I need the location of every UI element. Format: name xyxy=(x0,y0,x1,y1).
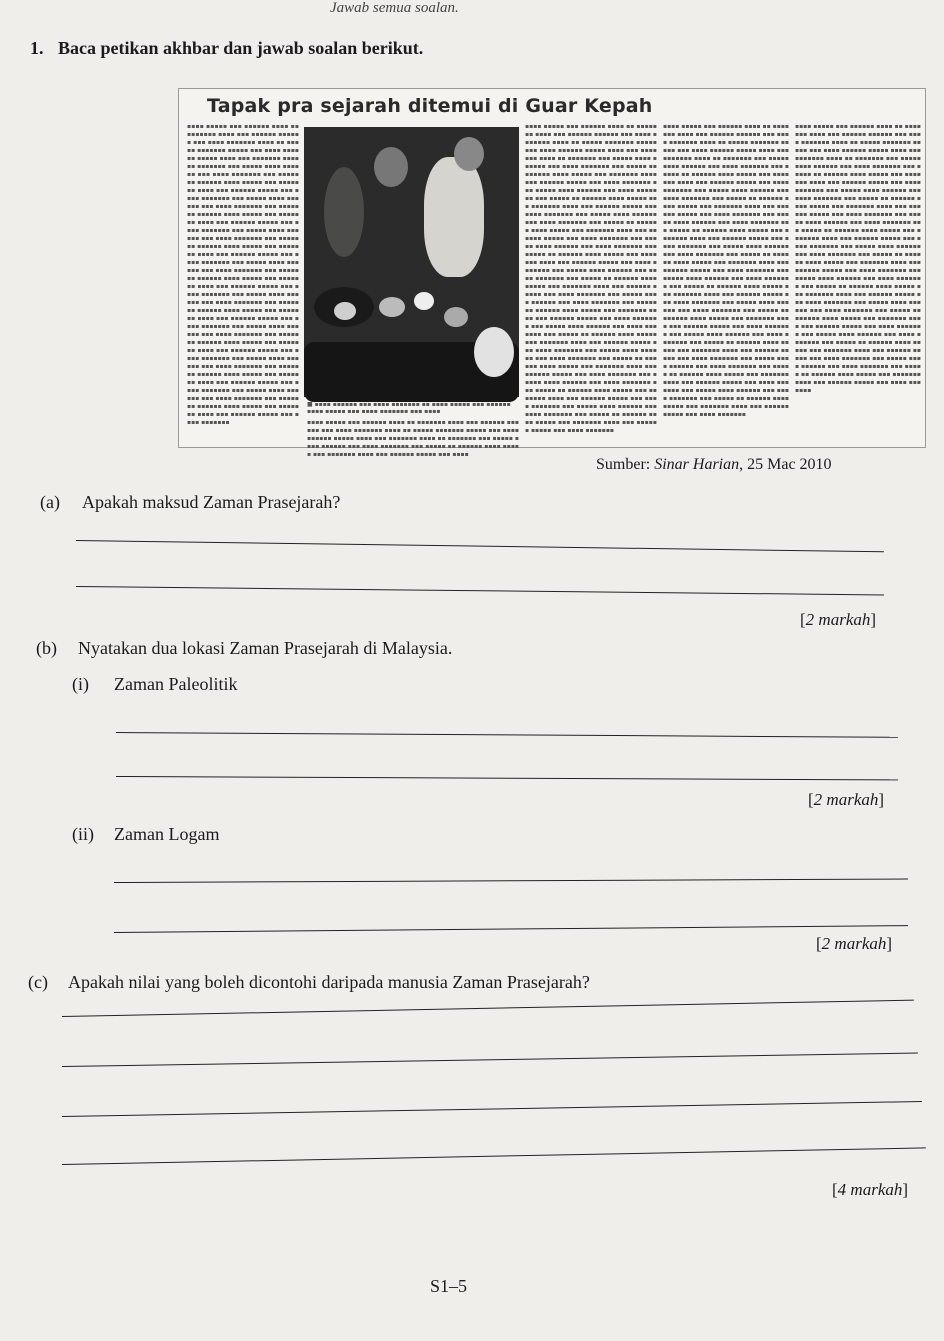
article-column-4: ▪▪▪▪ ▪▪▪▪▪ ▪▪▪ ▪▪▪▪▪▪ ▪▪▪▪ ▪▪ ▪▪▪▪▪▪▪ ▪▪▪▪ ▪▪▪ ▪▪▪▪▪▪ ▪▪▪▪▪▪ ▪▪▪ ▪▪▪▪ ▪▪▪▪▪▪▪ ▪▪▪▪ ▪▪ ▪▪▪▪▪ ▪▪▪▪▪▪▪ ▪▪▪▪▪ ▪▪▪ ▪▪▪▪ ▪▪▪▪▪▪ ▪▪▪▪▪ ▪▪▪▪ ▪▪▪ ▪▪▪▪▪▪▪ ▪▪▪▪ ▪▪ ▪▪▪▪▪▪▪ ▪▪▪ ▪▪▪▪▪ ▪▪▪▪ ▪▪▪▪▪▪ ▪▪▪ ▪▪▪▪ ▪▪▪▪▪▪▪ ▪▪▪ ▪▪▪▪▪ ▪▪ ▪▪▪▪▪▪ ▪▪▪▪ ▪▪▪▪▪ ▪▪▪ ▪▪▪▪▪▪▪ ▪▪▪▪ ▪▪▪ ▪▪▪▪▪▪ ▪▪▪▪▪ ▪▪▪ ▪▪▪▪ ▪▪▪▪▪▪▪ ▪▪▪ ▪▪▪▪▪ ▪▪▪▪ ▪▪▪▪▪▪ ▪▪▪ ▪▪▪▪ ▪▪▪▪▪▪▪ ▪▪▪ ▪▪▪▪▪ ▪▪ ▪▪▪▪▪▪ ▪▪▪▪ ▪▪▪▪▪ ▪▪▪ ▪▪▪▪▪▪▪ ▪▪▪▪ ▪▪▪ ▪▪▪▪▪▪ ▪▪▪▪▪ ▪▪▪ ▪▪▪▪ ▪▪▪▪▪▪▪ ▪▪▪ ▪▪▪▪▪ ▪▪▪▪ ▪▪▪▪▪▪ ▪▪▪ ▪▪▪▪ ▪▪▪▪▪▪▪ ▪▪▪ ▪▪▪▪▪ ▪▪ ▪▪▪▪▪▪ ▪▪▪▪ ▪▪▪▪▪ ▪▪▪ ▪▪▪▪▪▪▪ ▪▪▪▪ ▪▪▪ ▪▪▪▪▪▪ ▪▪▪▪▪ ▪▪▪ ▪▪▪▪ ▪▪▪▪▪▪▪ ▪▪▪ ▪▪▪▪▪ ▪▪▪▪ ▪▪▪▪▪▪ ▪▪▪ ▪▪▪▪ ▪▪▪▪▪▪▪ ▪▪▪ ▪▪▪▪▪ ▪▪ ▪▪▪▪▪▪ ▪▪▪▪ ▪▪▪▪▪ ▪▪▪ ▪▪▪▪▪▪▪ ▪▪▪▪ ▪▪▪ ▪▪▪▪▪▪ ▪▪▪▪▪ ▪▪▪ ▪▪▪▪ ▪▪▪▪▪▪▪ ▪▪▪ ▪▪▪▪▪ ▪▪▪▪ ▪▪▪▪▪▪ ▪▪▪ ▪▪▪▪ ▪▪▪▪▪▪▪ ▪▪▪ ▪▪▪▪▪ ▪▪ ▪▪▪▪▪▪ ▪▪▪▪ ▪▪▪▪▪ ▪▪▪ ▪▪▪▪▪▪▪ ▪▪▪▪ ▪▪▪ ▪▪▪▪▪▪ ▪▪▪▪▪ ▪▪▪ ▪▪▪▪ ▪▪▪▪▪▪▪ ▪▪▪ ▪▪▪▪▪ ▪▪▪▪ ▪▪▪▪▪▪ ▪▪▪ ▪▪▪▪ ▪▪▪▪▪▪▪ ▪▪▪ ▪▪▪▪▪ ▪▪ ▪▪▪▪▪▪ ▪▪▪▪ ▪▪▪▪▪ ▪▪▪ ▪▪▪▪▪▪▪ ▪▪▪▪ ▪▪▪ ▪▪▪▪▪▪ ▪▪▪▪▪ ▪▪▪ ▪▪▪▪ ▪▪▪▪▪▪▪ ▪▪▪ ▪▪▪▪▪ ▪▪▪▪ ▪▪▪▪▪▪ ▪▪▪ ▪▪▪▪ ▪▪▪▪▪▪▪ ▪▪▪ ▪▪▪▪▪ ▪▪ ▪▪▪▪▪▪ ▪▪▪▪ ▪▪▪▪▪ ▪▪▪ ▪▪▪▪▪▪▪ ▪▪▪▪ ▪▪▪ ▪▪▪▪▪▪ ▪▪▪▪▪ ▪▪▪ ▪▪▪▪ ▪▪▪▪▪▪▪ ▪▪▪ ▪▪▪▪▪ ▪▪▪▪ ▪▪▪▪▪▪ ▪▪▪ ▪▪▪▪ ▪▪▪▪▪▪▪ ▪▪▪ ▪▪▪▪▪ ▪▪ ▪▪▪▪▪▪ ▪▪▪▪ ▪▪▪▪▪ ▪▪▪ ▪▪▪▪▪▪▪ ▪▪▪▪ ▪▪▪ ▪▪▪▪▪▪ ▪▪▪▪▪ ▪▪▪ ▪▪▪▪ ▪▪▪▪▪▪▪ ▪▪▪ ▪▪▪▪▪ ▪▪▪▪ ▪▪▪▪▪▪ ▪▪▪ ▪▪▪▪ ▪▪▪▪▪▪▪ ▪▪▪ ▪▪▪▪▪ ▪▪ ▪▪▪▪▪▪ ▪▪▪▪ ▪▪▪▪▪ ▪▪▪ ▪▪▪▪▪▪▪ ▪▪▪▪ ▪▪▪ ▪▪▪▪▪▪ ▪▪▪▪▪ ▪▪▪ ▪▪▪▪ ▪▪▪▪▪▪▪ xyxy=(663,123,789,418)
part-b-i-text: Zaman Paleolitik xyxy=(114,674,238,694)
page-number: S1–5 xyxy=(430,1276,468,1296)
part-a-text: Apakah maksud Zaman Prasejarah? xyxy=(82,492,341,512)
newspaper-clipping xyxy=(178,88,926,458)
part-a-answer-line-1[interactable] xyxy=(76,540,884,552)
clipping-source xyxy=(596,456,832,474)
part-b-i-answer-line-2[interactable] xyxy=(116,776,898,780)
article-column-3: ▪▪▪▪ ▪▪▪▪▪ ▪▪▪ ▪▪▪▪▪▪ ▪▪▪▪ ▪▪ ▪▪▪▪▪▪▪ ▪▪▪▪ ▪▪▪ ▪▪▪▪▪▪ ▪▪▪▪▪▪ ▪▪▪ ▪▪▪▪ ▪▪▪▪▪▪▪ ▪▪▪▪ ▪▪ ▪▪▪▪▪ ▪▪▪▪▪▪▪ ▪▪▪▪▪ ▪▪▪ ▪▪▪▪ ▪▪▪▪▪▪ ▪▪▪▪▪ ▪▪▪▪ ▪▪▪ ▪▪▪▪▪▪▪ ▪▪▪▪ ▪▪ ▪▪▪▪▪▪▪ ▪▪▪ ▪▪▪▪▪ ▪▪▪▪ ▪▪▪▪▪▪ ▪▪▪ ▪▪▪▪ ▪▪▪▪▪▪▪ ▪▪▪ ▪▪▪▪▪ ▪▪ ▪▪▪▪▪▪ ▪▪▪▪ ▪▪▪▪▪ ▪▪▪ ▪▪▪▪▪▪▪ ▪▪▪▪ ▪▪▪ ▪▪▪▪▪▪ ▪▪▪▪▪ ▪▪▪ ▪▪▪▪ ▪▪▪▪▪▪▪ ▪▪▪ ▪▪▪▪▪ ▪▪▪▪ ▪▪▪▪▪▪ ▪▪▪ ▪▪▪▪ ▪▪▪▪▪▪▪ ▪▪▪ ▪▪▪▪▪ ▪▪ ▪▪▪▪▪▪ ▪▪▪▪ ▪▪▪▪▪ ▪▪▪ ▪▪▪▪▪▪▪ ▪▪▪▪ ▪▪▪ ▪▪▪▪▪▪ ▪▪▪▪▪ ▪▪▪ ▪▪▪▪ ▪▪▪▪▪▪▪ ▪▪▪ ▪▪▪▪▪ ▪▪▪▪ ▪▪▪▪▪▪ ▪▪▪ ▪▪▪▪ ▪▪▪▪▪▪▪ ▪▪▪ ▪▪▪▪▪ ▪▪ ▪▪▪▪▪▪ ▪▪▪▪ ▪▪▪▪▪ ▪▪▪ ▪▪▪▪▪▪▪ ▪▪▪▪ ▪▪▪ ▪▪▪▪▪▪ ▪▪▪▪▪ ▪▪▪ ▪▪▪▪ ▪▪▪▪▪▪▪ ▪▪▪ ▪▪▪▪▪ ▪▪▪▪ ▪▪▪▪▪▪ ▪▪▪ ▪▪▪▪ ▪▪▪▪▪▪▪ ▪▪▪ ▪▪▪▪▪ ▪▪ ▪▪▪▪▪▪ ▪▪▪▪ ▪▪▪▪▪ ▪▪▪ ▪▪▪▪▪▪▪ ▪▪▪▪ ▪▪▪ ▪▪▪▪▪▪ ▪▪▪▪▪ ▪▪▪ ▪▪▪▪ ▪▪▪▪▪▪▪ ▪▪▪ ▪▪▪▪▪ ▪▪▪▪ ▪▪▪▪▪▪ ▪▪▪ ▪▪▪▪ ▪▪▪▪▪▪▪ ▪▪▪ ▪▪▪▪▪ ▪▪ ▪▪▪▪▪▪ ▪▪▪▪ ▪▪▪▪▪ ▪▪▪ ▪▪▪▪▪▪▪ ▪▪▪▪ ▪▪▪ ▪▪▪▪▪▪ ▪▪▪▪▪ ▪▪▪ ▪▪▪▪ ▪▪▪▪▪▪▪ ▪▪▪ ▪▪▪▪▪ ▪▪▪▪ ▪▪▪▪▪▪ ▪▪▪ ▪▪▪▪ ▪▪▪▪▪▪▪ ▪▪▪ ▪▪▪▪▪ ▪▪ ▪▪▪▪▪▪ ▪▪▪▪ ▪▪▪▪▪ ▪▪▪ ▪▪▪▪▪▪▪ ▪▪▪▪ ▪▪▪ ▪▪▪▪▪▪ ▪▪▪▪▪ ▪▪▪ ▪▪▪▪ ▪▪▪▪▪▪▪ ▪▪▪ ▪▪▪▪▪ ▪▪▪▪ ▪▪▪▪▪▪ ▪▪▪ ▪▪▪▪ ▪▪▪▪▪▪▪ ▪▪▪ ▪▪▪▪▪ ▪▪ ▪▪▪▪▪▪ ▪▪▪▪ ▪▪▪▪▪ ▪▪▪ ▪▪▪▪▪▪▪ ▪▪▪▪ ▪▪▪ ▪▪▪▪▪▪ ▪▪▪▪▪ ▪▪▪ ▪▪▪▪ ▪▪▪▪▪▪▪ ▪▪▪ ▪▪▪▪▪ ▪▪▪▪ ▪▪▪▪▪▪ ▪▪▪ ▪▪▪▪ ▪▪▪▪▪▪▪ ▪▪▪ ▪▪▪▪▪ ▪▪ ▪▪▪▪▪▪ ▪▪▪▪ ▪▪▪▪▪ ▪▪▪ ▪▪▪▪▪▪▪ ▪▪▪▪ ▪▪▪ ▪▪▪▪▪▪ ▪▪▪▪▪ ▪▪▪ ▪▪▪▪ ▪▪▪▪▪▪▪ ▪▪▪ ▪▪▪▪▪ ▪▪▪▪ ▪▪▪▪▪▪ ▪▪▪ ▪▪▪▪ ▪▪▪▪▪▪▪ ▪▪▪ ▪▪▪▪▪ ▪▪ ▪▪▪▪▪▪ ▪▪▪▪ ▪▪▪▪▪ ▪▪▪ ▪▪▪▪▪▪▪ ▪▪▪▪ ▪▪▪ ▪▪▪▪▪▪ ▪▪▪▪▪ ▪▪▪ ▪▪▪▪ ▪▪▪▪▪▪▪ ▪▪▪ ▪▪▪▪▪ ▪▪▪▪ ▪▪▪▪▪▪ ▪▪▪ ▪▪▪▪ ▪▪▪▪▪▪▪ ▪▪▪ ▪▪▪▪▪ ▪▪ ▪▪▪▪▪▪ ▪▪▪▪ ▪▪▪▪▪ ▪▪▪ ▪▪▪▪▪▪▪ ▪▪▪▪ ▪▪▪ ▪▪▪▪▪▪ ▪▪▪▪▪ ▪▪▪ ▪▪▪▪ ▪▪▪▪▪▪▪ xyxy=(525,123,657,434)
photo-caption: ■ ▪▪▪▪ ▪▪▪▪▪▪ ▪▪▪ ▪▪▪▪ ▪▪▪▪▪▪▪ ▪▪ ▪▪▪▪ ▪▪▪▪▪ ▪▪▪ ▪▪▪▪▪▪ ▪▪▪▪ ▪▪▪▪▪ ▪▪▪ ▪▪▪▪ ▪▪▪▪▪▪▪ ▪▪▪ ▪▪▪▪ xyxy=(307,401,511,415)
part-a-marks: [2 markah] xyxy=(800,610,877,629)
part-b-i-label: (i) xyxy=(72,674,89,694)
header-note: Jawab semua soalan. xyxy=(330,0,459,16)
part-c-question xyxy=(28,972,590,993)
part-a-answer-line-2[interactable] xyxy=(76,586,884,595)
part-c-marks: [4 markah] xyxy=(832,1180,909,1199)
part-b-i xyxy=(72,674,237,695)
instruction-text: Baca petikan akhbar dan jawab soalan berikut. xyxy=(58,38,424,58)
part-b-ii-label: (ii) xyxy=(72,824,94,844)
part-b-label: (b) xyxy=(36,638,57,658)
part-c-label: (c) xyxy=(28,972,48,992)
question-number: 1. xyxy=(30,38,44,58)
source-date: , 25 Mac 2010 xyxy=(739,456,832,473)
part-c-text: Apakah nilai yang boleh dicontohi daripada manusia Zaman Prasejarah? xyxy=(68,972,590,992)
part-b-question xyxy=(36,638,452,659)
part-b-ii-text: Zaman Logam xyxy=(114,824,220,844)
clipping-photo xyxy=(304,127,519,397)
part-c-answer-line-4[interactable] xyxy=(62,1147,926,1165)
part-b-i-marks: [2 markah] xyxy=(808,790,885,809)
part-b-ii-marks: [2 markah] xyxy=(816,934,893,953)
part-b-ii xyxy=(72,824,219,845)
clipping-headline: Tapak pra sejarah ditemui di Guar Kepah xyxy=(207,95,653,117)
article-column-1: ▪▪▪▪ ▪▪▪▪▪ ▪▪▪ ▪▪▪▪▪▪ ▪▪▪▪ ▪▪ ▪▪▪▪▪▪▪ ▪▪▪▪ ▪▪▪ ▪▪▪▪▪▪ ▪▪▪▪▪▪ ▪▪▪ ▪▪▪▪ ▪▪▪▪▪▪▪ ▪▪▪▪ ▪▪ ▪▪▪▪▪ ▪▪▪▪▪▪▪ ▪▪▪▪▪ ▪▪▪ ▪▪▪▪ ▪▪▪▪▪▪ ▪▪▪▪▪ ▪▪▪▪ ▪▪▪ ▪▪▪▪▪▪▪ ▪▪▪▪ ▪▪ ▪▪▪▪▪▪▪ ▪▪▪ ▪▪▪▪▪ ▪▪▪▪ ▪▪▪▪▪▪ ▪▪▪ ▪▪▪▪ ▪▪▪▪▪▪▪ ▪▪▪ ▪▪▪▪▪ ▪▪ ▪▪▪▪▪▪ ▪▪▪▪ ▪▪▪▪▪ ▪▪▪ ▪▪▪▪▪▪▪ ▪▪▪▪ ▪▪▪ ▪▪▪▪▪▪ ▪▪▪▪▪ ▪▪▪ ▪▪▪▪ ▪▪▪▪▪▪▪ ▪▪▪ ▪▪▪▪▪ ▪▪▪▪ ▪▪▪▪▪▪ ▪▪▪ ▪▪▪▪ ▪▪▪▪▪▪▪ ▪▪▪ ▪▪▪▪▪ ▪▪ ▪▪▪▪▪▪ ▪▪▪▪ ▪▪▪▪▪ ▪▪▪ ▪▪▪▪▪▪▪ ▪▪▪▪ ▪▪▪ ▪▪▪▪▪▪ ▪▪▪▪▪ ▪▪▪ ▪▪▪▪ ▪▪▪▪▪▪▪ ▪▪▪ ▪▪▪▪▪ ▪▪▪▪ ▪▪▪▪▪▪ ▪▪▪ ▪▪▪▪ ▪▪▪▪▪▪▪ ▪▪▪ ▪▪▪▪▪ ▪▪ ▪▪▪▪▪▪ ▪▪▪▪ ▪▪▪▪▪ ▪▪▪ ▪▪▪▪▪▪▪ ▪▪▪▪ ▪▪▪ ▪▪▪▪▪▪ ▪▪▪▪▪ ▪▪▪ ▪▪▪▪ ▪▪▪▪▪▪▪ ▪▪▪ ▪▪▪▪▪ ▪▪▪▪ ▪▪▪▪▪▪ ▪▪▪ ▪▪▪▪ ▪▪▪▪▪▪▪ ▪▪▪ ▪▪▪▪▪ ▪▪ ▪▪▪▪▪▪ ▪▪▪▪ ▪▪▪▪▪ ▪▪▪ ▪▪▪▪▪▪▪ ▪▪▪▪ ▪▪▪ ▪▪▪▪▪▪ ▪▪▪▪▪ ▪▪▪ ▪▪▪▪ ▪▪▪▪▪▪▪ ▪▪▪ ▪▪▪▪▪ ▪▪▪▪ ▪▪▪▪▪▪ ▪▪▪ ▪▪▪▪ ▪▪▪▪▪▪▪ ▪▪▪ ▪▪▪▪▪ ▪▪ ▪▪▪▪▪▪ ▪▪▪▪ ▪▪▪▪▪ ▪▪▪ ▪▪▪▪▪▪▪ ▪▪▪▪ ▪▪▪ ▪▪▪▪▪▪ ▪▪▪▪▪ ▪▪▪ ▪▪▪▪ ▪▪▪▪▪▪▪ ▪▪▪ ▪▪▪▪▪ ▪▪▪▪ ▪▪▪▪▪▪ ▪▪▪ ▪▪▪▪ ▪▪▪▪▪▪▪ ▪▪▪ ▪▪▪▪▪ ▪▪ ▪▪▪▪▪▪ ▪▪▪▪ ▪▪▪▪▪ ▪▪▪ ▪▪▪▪▪▪▪ ▪▪▪▪ ▪▪▪ ▪▪▪▪▪▪ ▪▪▪▪▪ ▪▪▪ ▪▪▪▪ ▪▪▪▪▪▪▪ ▪▪▪ ▪▪▪▪▪ ▪▪▪▪ ▪▪▪▪▪▪ ▪▪▪ ▪▪▪▪ ▪▪▪▪▪▪▪ ▪▪▪ ▪▪▪▪▪ ▪▪ ▪▪▪▪▪▪ ▪▪▪▪ ▪▪▪▪▪ ▪▪▪ ▪▪▪▪▪▪▪ ▪▪▪▪ ▪▪▪ ▪▪▪▪▪▪ ▪▪▪▪▪ ▪▪▪ ▪▪▪▪ ▪▪▪▪▪▪▪ ▪▪▪ ▪▪▪▪▪ ▪▪▪▪ ▪▪▪▪▪▪ ▪▪▪ ▪▪▪▪ ▪▪▪▪▪▪▪ ▪▪▪ ▪▪▪▪▪ ▪▪ ▪▪▪▪▪▪ ▪▪▪▪ ▪▪▪▪▪ ▪▪▪ ▪▪▪▪▪▪▪ ▪▪▪▪ ▪▪▪ ▪▪▪▪▪▪ ▪▪▪▪▪ ▪▪▪ ▪▪▪▪ ▪▪▪▪▪▪▪ xyxy=(187,123,299,426)
source-publication: Sinar Harian xyxy=(654,456,740,473)
part-c-answer-line-1[interactable] xyxy=(62,1000,914,1017)
part-b-ii-answer-line-2[interactable] xyxy=(114,925,908,933)
article-column-2: ▪▪▪▪ ▪▪▪▪▪ ▪▪▪ ▪▪▪▪▪▪ ▪▪▪▪ ▪▪ ▪▪▪▪▪▪▪ ▪▪▪▪ ▪▪▪ ▪▪▪▪▪▪ ▪▪▪▪▪▪ ▪▪▪ ▪▪▪▪ ▪▪▪▪▪▪▪ ▪▪▪▪ ▪▪ ▪▪▪▪▪ ▪▪▪▪▪▪▪ ▪▪▪▪▪ ▪▪▪ ▪▪▪▪ ▪▪▪▪▪▪ ▪▪▪▪▪ ▪▪▪▪ ▪▪▪ ▪▪▪▪▪▪▪ ▪▪▪▪ ▪▪ ▪▪▪▪▪▪▪ ▪▪▪ ▪▪▪▪▪ ▪▪▪▪ ▪▪▪▪▪▪ ▪▪▪ ▪▪▪▪ ▪▪▪▪▪▪▪ ▪▪▪ ▪▪▪▪▪ ▪▪ ▪▪▪▪▪▪ ▪▪▪▪ ▪▪▪▪▪ ▪▪▪ ▪▪▪▪▪▪▪ ▪▪▪▪ ▪▪▪ ▪▪▪▪▪▪ ▪▪▪▪▪ ▪▪▪ ▪▪▪▪ xyxy=(307,419,519,458)
part-a-question xyxy=(40,492,340,513)
part-a-label: (a) xyxy=(40,492,60,512)
part-b-ii-answer-line-1[interactable] xyxy=(114,879,908,883)
part-b-i-answer-line-1[interactable] xyxy=(116,732,898,738)
source-label: Sumber: xyxy=(596,456,655,473)
part-b-text: Nyatakan dua lokasi Zaman Prasejarah di Malaysia. xyxy=(78,638,453,658)
article-column-5: ▪▪▪▪ ▪▪▪▪▪ ▪▪▪ ▪▪▪▪▪▪ ▪▪▪▪ ▪▪ ▪▪▪▪▪▪▪ ▪▪▪▪ ▪▪▪ ▪▪▪▪▪▪ ▪▪▪▪▪▪ ▪▪▪ ▪▪▪▪ ▪▪▪▪▪▪▪ ▪▪▪▪ ▪▪ ▪▪▪▪▪ ▪▪▪▪▪▪▪ ▪▪▪▪▪ ▪▪▪ ▪▪▪▪ ▪▪▪▪▪▪ ▪▪▪▪▪ ▪▪▪▪ ▪▪▪ ▪▪▪▪▪▪▪ ▪▪▪▪ ▪▪ ▪▪▪▪▪▪▪ ▪▪▪ ▪▪▪▪▪ ▪▪▪▪ ▪▪▪▪▪▪ ▪▪▪ ▪▪▪▪ ▪▪▪▪▪▪▪ ▪▪▪ ▪▪▪▪▪ ▪▪ ▪▪▪▪▪▪ ▪▪▪▪ ▪▪▪▪▪ ▪▪▪ ▪▪▪▪▪▪▪ ▪▪▪▪ ▪▪▪ ▪▪▪▪▪▪ ▪▪▪▪▪ ▪▪▪ ▪▪▪▪ ▪▪▪▪▪▪▪ ▪▪▪ ▪▪▪▪▪ ▪▪▪▪ ▪▪▪▪▪▪ ▪▪▪ ▪▪▪▪ ▪▪▪▪▪▪▪ ▪▪▪ ▪▪▪▪▪ ▪▪ ▪▪▪▪▪▪ ▪▪▪▪ ▪▪▪▪▪ ▪▪▪ ▪▪▪▪▪▪▪ ▪▪▪▪ ▪▪▪ ▪▪▪▪▪▪ ▪▪▪▪▪ ▪▪▪ ▪▪▪▪ ▪▪▪▪▪▪▪ ▪▪▪ ▪▪▪▪▪ ▪▪▪▪ ▪▪▪▪▪▪ ▪▪▪ ▪▪▪▪ ▪▪▪▪▪▪▪ ▪▪▪ ▪▪▪▪▪ ▪▪ ▪▪▪▪▪▪ ▪▪▪▪ ▪▪▪▪▪ ▪▪▪ ▪▪▪▪▪▪▪ ▪▪▪▪ ▪▪▪ ▪▪▪▪▪▪ ▪▪▪▪▪ ▪▪▪ ▪▪▪▪ ▪▪▪▪▪▪▪ ▪▪▪ ▪▪▪▪▪ ▪▪▪▪ ▪▪▪▪▪▪ ▪▪▪ ▪▪▪▪ ▪▪▪▪▪▪▪ ▪▪▪ ▪▪▪▪▪ ▪▪ ▪▪▪▪▪▪ ▪▪▪▪ ▪▪▪▪▪ ▪▪▪ ▪▪▪▪▪▪▪ ▪▪▪▪ ▪▪▪ ▪▪▪▪▪▪ ▪▪▪▪▪ ▪▪▪ ▪▪▪▪ ▪▪▪▪▪▪▪ ▪▪▪ ▪▪▪▪▪ ▪▪▪▪ ▪▪▪▪▪▪ ▪▪▪ ▪▪▪▪ ▪▪▪▪▪▪▪ ▪▪▪ ▪▪▪▪▪ ▪▪ ▪▪▪▪▪▪ ▪▪▪▪ ▪▪▪▪▪ ▪▪▪ ▪▪▪▪▪▪▪ ▪▪▪▪ ▪▪▪ ▪▪▪▪▪▪ ▪▪▪▪▪ ▪▪▪ ▪▪▪▪ ▪▪▪▪▪▪▪ ▪▪▪ ▪▪▪▪▪ ▪▪▪▪ ▪▪▪▪▪▪ ▪▪▪ ▪▪▪▪ ▪▪▪▪▪▪▪ ▪▪▪ ▪▪▪▪▪ ▪▪ ▪▪▪▪▪▪ ▪▪▪▪ ▪▪▪▪▪ ▪▪▪ ▪▪▪▪▪▪▪ ▪▪▪▪ ▪▪▪ ▪▪▪▪▪▪ ▪▪▪▪▪ ▪▪▪ ▪▪▪▪ ▪▪▪▪▪▪▪ ▪▪▪ ▪▪▪▪▪ ▪▪▪▪ ▪▪▪▪▪▪ ▪▪▪ ▪▪▪▪ ▪▪▪▪▪▪▪ ▪▪▪ ▪▪▪▪▪ ▪▪ ▪▪▪▪▪▪ ▪▪▪▪ ▪▪▪▪▪ ▪▪▪ ▪▪▪▪▪▪▪ ▪▪▪▪ ▪▪▪ ▪▪▪▪▪▪ ▪▪▪▪▪ ▪▪▪ ▪▪▪▪ ▪▪▪▪▪▪▪ ▪▪▪ ▪▪▪▪▪ ▪▪▪▪ ▪▪▪▪▪▪ ▪▪▪ ▪▪▪▪ ▪▪▪▪▪▪▪ ▪▪▪ ▪▪▪▪▪ ▪▪ ▪▪▪▪▪▪ ▪▪▪▪ ▪▪▪▪▪ ▪▪▪ ▪▪▪▪▪▪▪ ▪▪▪▪ ▪▪▪ ▪▪▪▪▪▪ ▪▪▪▪▪ ▪▪▪ ▪▪▪▪ ▪▪▪▪▪▪▪ xyxy=(795,123,921,394)
part-c-answer-line-3[interactable] xyxy=(62,1101,922,1117)
question-1-instruction xyxy=(30,38,423,59)
part-c-answer-line-2[interactable] xyxy=(62,1053,918,1067)
